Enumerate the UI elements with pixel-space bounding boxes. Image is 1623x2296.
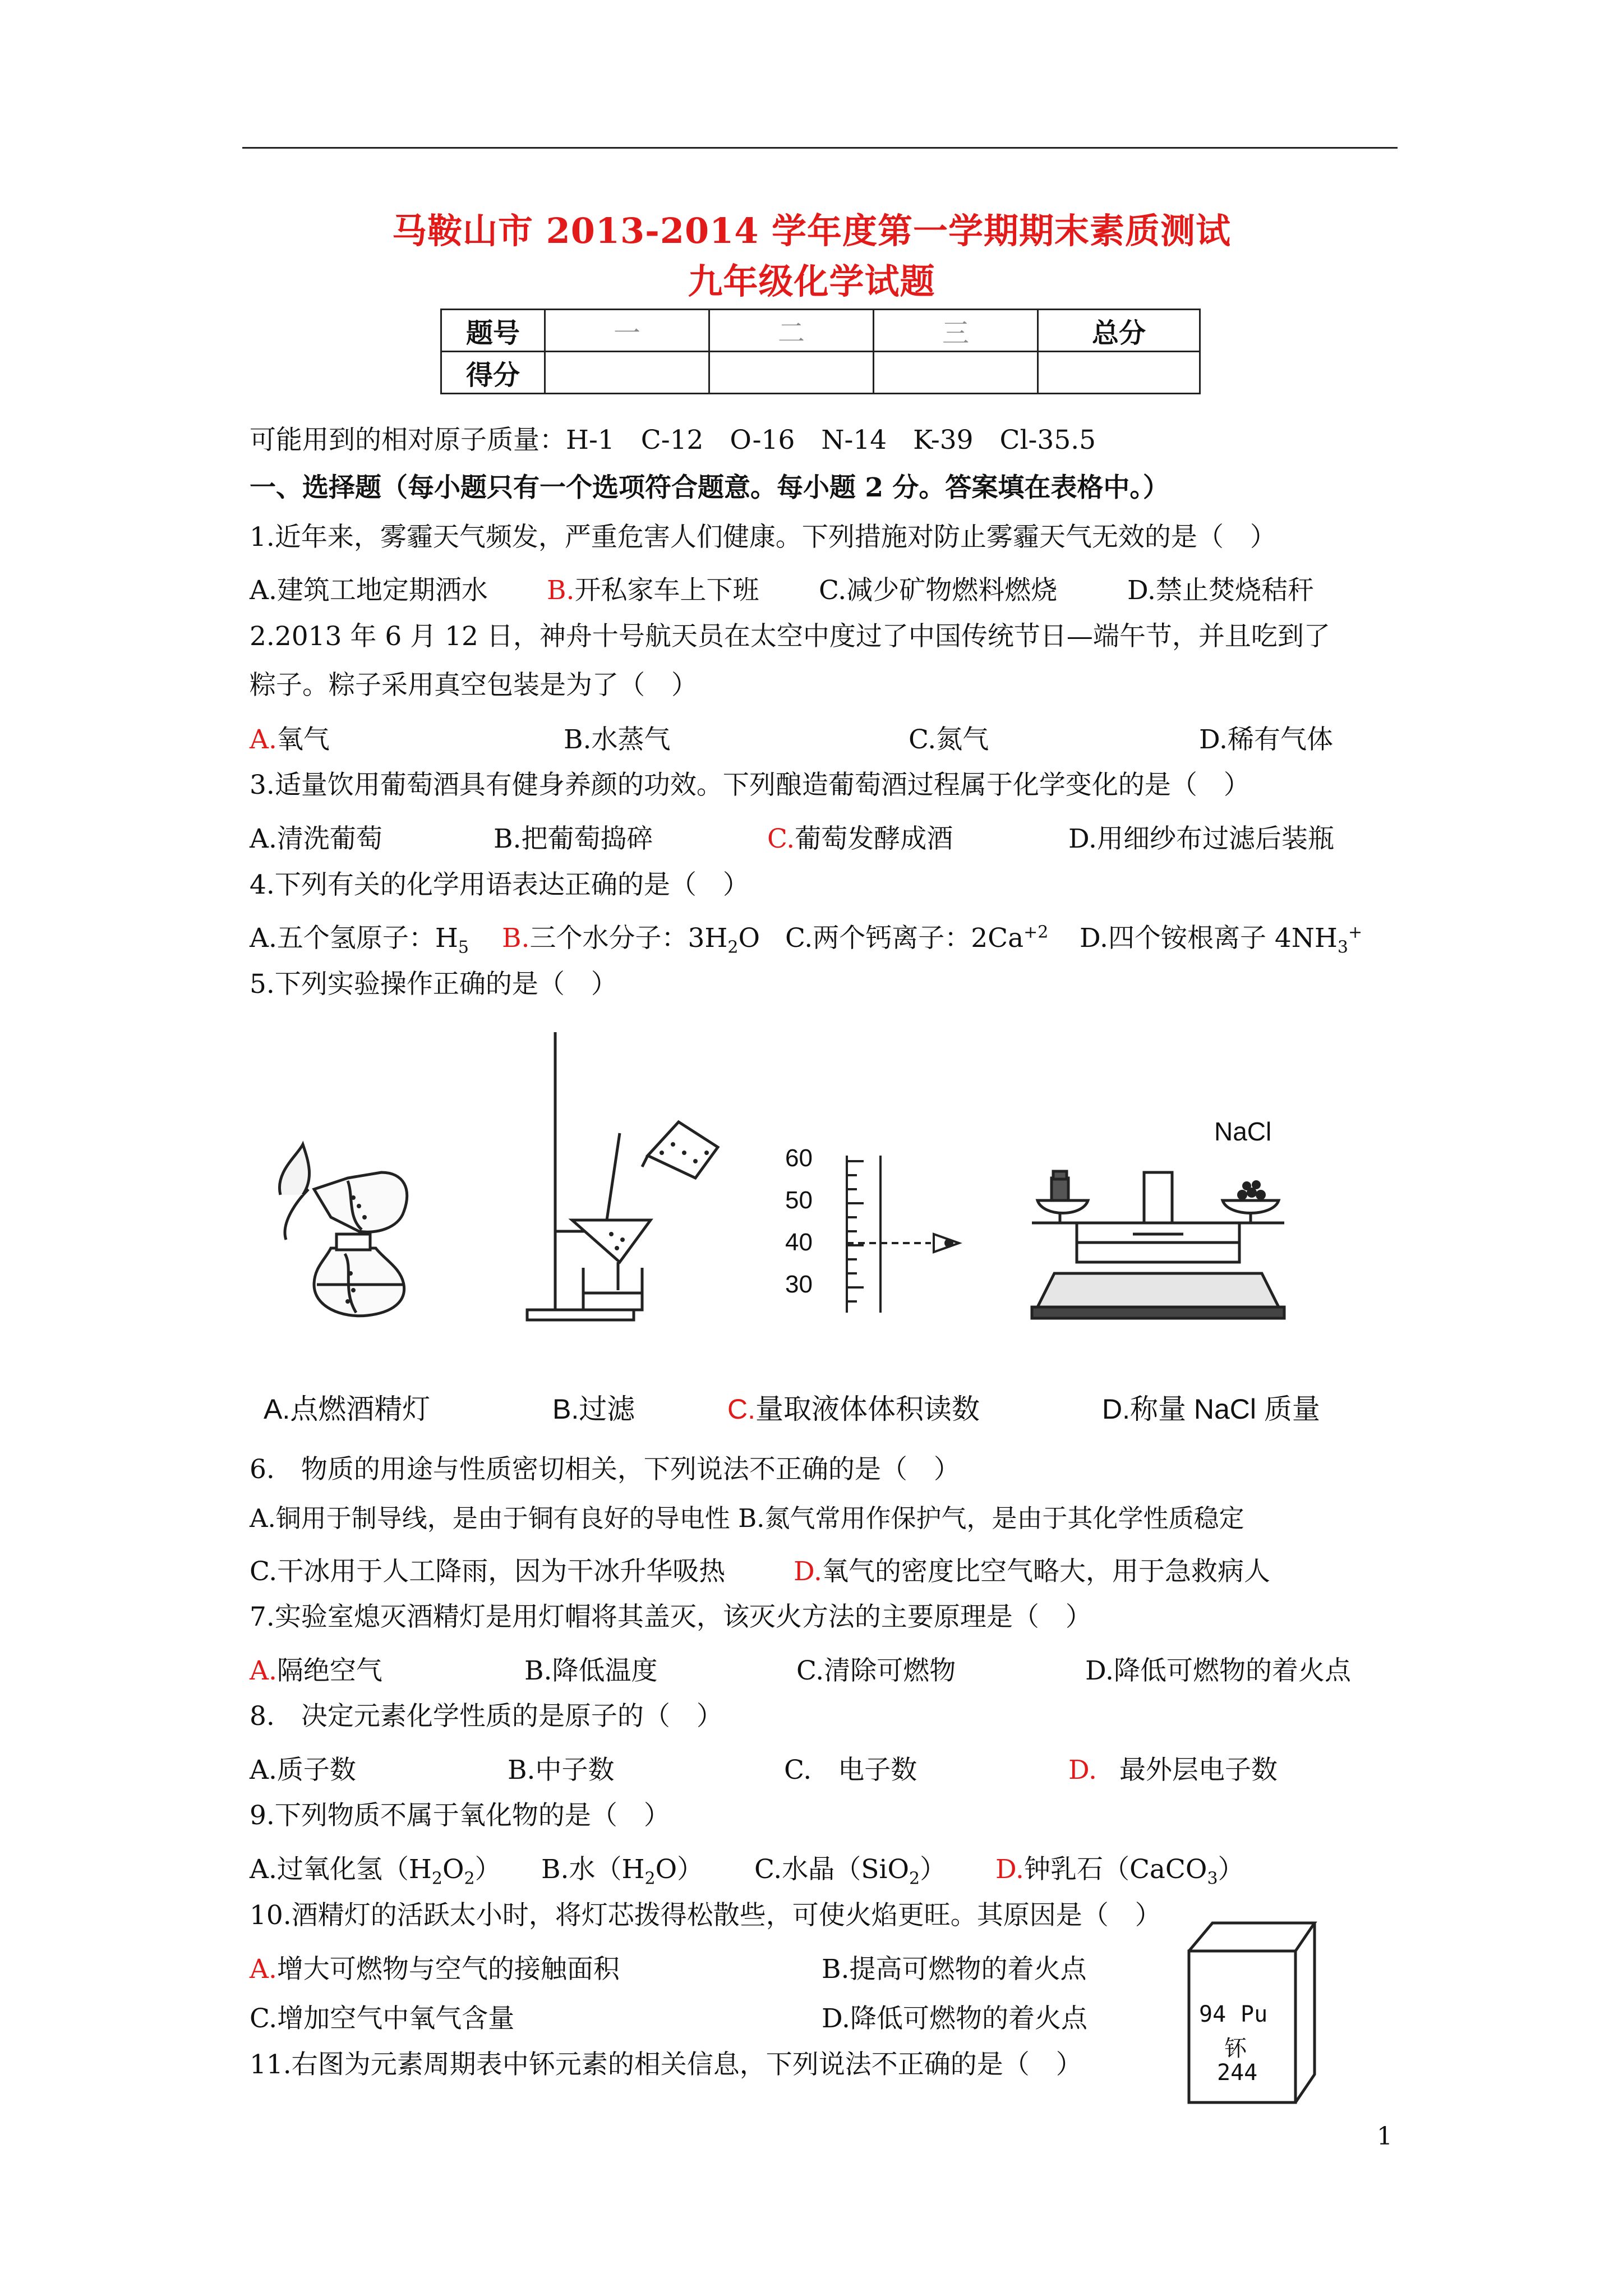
q7-option-d: D.降低可燃物的着火点 (1085, 1655, 1351, 1686)
q4-stem: 4.下列有关的化学用语表达正确的是（ ） (250, 869, 749, 900)
element-mass: 244 (1217, 2060, 1258, 2086)
q3-option-d: D.用细纱布过滤后装瓶 (1068, 823, 1334, 854)
tick-label: 60 (785, 1144, 813, 1172)
q10-option-a: A.增大可燃物与空气的接触面积 (250, 1954, 620, 1985)
q7-stem: 7.实验室熄灭酒精灯是用灯帽将其盖灭，该灭火方法的主要原理是（ ） (250, 1602, 1092, 1632)
q2-option-a: A.氧气 (250, 724, 330, 755)
q3-stem: 3.适量饮用葡萄酒具有健身养颜的功效。下列酿造葡萄酒过程属于化学变化的是（ ） (250, 770, 1250, 800)
q5-caption-a: A.点燃酒精灯 (264, 1393, 431, 1425)
q1-option-c: C.减少矿物燃料燃烧 (819, 575, 1058, 606)
atomic-masses: 可能用到的相对原子质量：H-1 C-12 O-16 N-14 K-39 Cl-35.5 (250, 425, 1096, 455)
element-number: 94 (1199, 2001, 1227, 2027)
q7-option-a: A.隔绝空气 (250, 1655, 382, 1686)
tick-label: 30 (785, 1271, 813, 1298)
q10-option-b: B.提高可燃物的着火点 (822, 1954, 1087, 1985)
score-cell-section-1: 一 (545, 310, 709, 352)
q1-stem: 1.近年来，雾霾天气频发，严重危害人们健康。下列措施对防止雾霾天气无效的是（ ） (250, 522, 1276, 553)
q6-option-c: C.干冰用于人工降雨，因为干冰升华吸热 (250, 1556, 726, 1587)
q3-option-c: C.葡萄发酵成酒 (767, 823, 953, 854)
score-cell-section-3: 三 (874, 310, 1038, 352)
q9-option-b: B.水$(H_2O)$ (541, 1854, 704, 1889)
tick-label: 40 (785, 1228, 813, 1256)
q1-option-a: A.建筑工地定期洒水 (250, 575, 488, 606)
q3-option-b: B.把葡萄捣碎 (494, 823, 653, 854)
nacl-label: NaCl (1214, 1117, 1272, 1146)
q7-option-b: B.降低温度 (524, 1655, 658, 1686)
score-table-header-row (441, 310, 1200, 352)
q7-option-c: C.清除可燃物 (796, 1655, 956, 1686)
q10-option-c: C.增加空气中氧气含量 (250, 2003, 515, 2034)
q9-stem: 9.下列物质不属于氧化物的是（ ） (250, 1800, 670, 1831)
q2-option-d: D.稀有气体 (1199, 724, 1333, 755)
answer-marker: A. (250, 1655, 277, 1686)
figure-a-lighting-lamp (264, 1133, 426, 1324)
score-cell-section-2: 二 (709, 310, 874, 352)
answer-marker: C. (727, 1393, 755, 1425)
score-blank (874, 352, 1038, 394)
q4-option-c: C.两个钙离子：$2Ca^{+2}$ (785, 922, 1049, 954)
q6-option-d: D.氧气的密度比空气略大，用于急救病人 (794, 1556, 1270, 1587)
q6-options-ab: A.铜用于制导线，是由于铜有良好的导电性 B.氮气常用作保护气，是由于其化学性质稳定 (250, 1503, 1244, 1533)
answer-marker: D. (995, 1854, 1024, 1885)
q9-option-d: D.钟乳石（CaCO$_3$） (995, 1854, 1244, 1889)
score-table-score-row (441, 352, 1200, 394)
tick-label: 50 (785, 1186, 813, 1214)
answer-marker: B. (547, 575, 575, 606)
answer-marker: A. (250, 724, 277, 755)
q8-option-c: C. 电子数 (784, 1755, 917, 1786)
answer-marker: D. (794, 1556, 822, 1587)
score-cell-score-label: 得分 (441, 352, 545, 394)
page-number: 1 (1377, 2122, 1393, 2151)
q5-caption-b: B.过滤 (552, 1393, 635, 1425)
q8-option-b: B.中子数 (508, 1755, 615, 1786)
q4-option-a: A.五个氢原子：$H_5$ (250, 923, 469, 958)
answer-marker: D. (1068, 1755, 1097, 1786)
score-cell-total: 总分 (1038, 310, 1200, 352)
q9-option-c: C.水晶（SiO$_2$） (754, 1854, 947, 1889)
q8-stem: 8. 决定元素化学性质的是原子的（ ） (250, 1701, 723, 1732)
answer-marker: A. (250, 1954, 277, 1985)
q9-option-a: A.过氧化氢$(H_2O_2)$ (250, 1854, 501, 1889)
header-rule (242, 147, 1398, 149)
q4-option-d: D.四个铵根离子 $4NH_3^+$ (1080, 922, 1363, 958)
q10-stem: 10.酒精灯的活跃太小时，将灯芯拨得松散些，可使火焰更旺。其原因是（ ） (250, 1900, 1161, 1931)
score-table (440, 309, 1201, 394)
q5-stem: 5.下列实验操作正确的是（ ） (250, 969, 617, 1000)
score-blank (545, 352, 709, 394)
q5-caption-c: C.量取液体体积读数 (727, 1393, 980, 1425)
q2-option-b: B.水蒸气 (564, 724, 671, 755)
q1-option-d: D.禁止焚烧秸秆 (1127, 575, 1314, 606)
score-cell-question-no: 题号 (441, 310, 545, 352)
q3-option-a: A.清洗葡萄 (250, 823, 382, 854)
element-name: 钚 (1224, 2036, 1247, 2062)
q6-stem: 6. 物质的用途与性质密切相关，下列说法不正确的是（ ） (250, 1454, 960, 1485)
q2-stem-2: 粽子。粽子采用真空包装是为了（ ） (250, 670, 698, 701)
q8-option-d: D. 最外层电子数 (1068, 1755, 1278, 1786)
exam-subtitle: 九年级化学试题 (688, 261, 935, 302)
q8-option-a: A.质子数 (250, 1755, 356, 1786)
answer-marker: C. (767, 823, 795, 854)
q4-option-b: B.三个水分子：$3H_2O$ (502, 923, 760, 958)
element-symbol: Pu (1241, 2001, 1268, 2027)
answer-marker: B. (502, 923, 530, 954)
exam-title: 马鞍山市 2013-2014 学年度第一学期期末素质测试 (391, 210, 1232, 251)
score-blank (1038, 352, 1200, 394)
section-heading: 一、选择题（每小题只有一个选项符合题意。每小题 2 分。答案填在表格中。） (250, 472, 1169, 503)
figure-b-filtration (522, 1027, 757, 1324)
q5-caption-d: D.称量 NaCl 质量 (1102, 1393, 1320, 1425)
score-blank (709, 352, 874, 394)
q2-stem-1: 2.2013 年 6 月 12 日，神舟十号航天员在太空中度过了中国传统节日—端午节，并且吃到了 (250, 621, 1330, 652)
q1-option-b: B.开私家车上下班 (547, 575, 759, 606)
q10-option-d: D.降低可燃物的着火点 (822, 2003, 1087, 2034)
q2-option-c: C.氮气 (909, 724, 989, 755)
q11-stem: 11.右图为元素周期表中钚元素的相关信息，下列说法不正确的是（ ） (250, 2049, 1082, 2080)
figure-d-balance (1021, 1139, 1290, 1324)
